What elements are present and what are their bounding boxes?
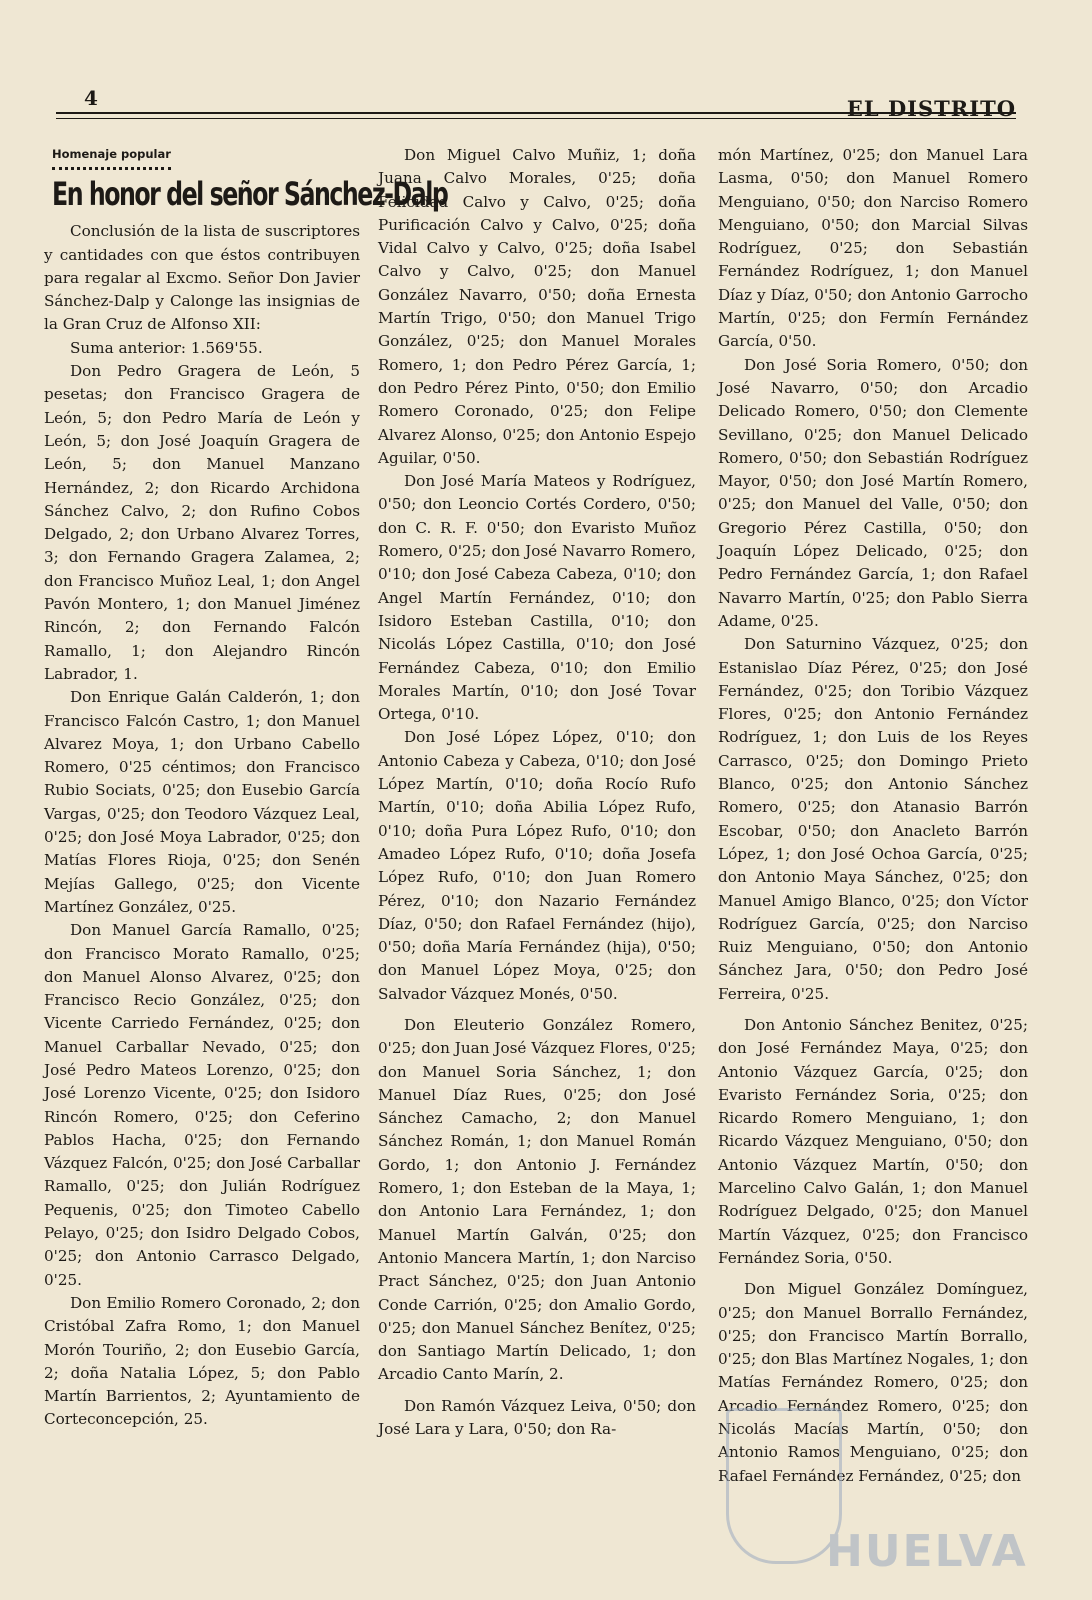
archive-watermark [716, 1368, 1028, 1588]
paragraph: Don Pedro Gragera de León, 5 pesetas; don Francisco Gragera de León, 5; don Pedro María de León y León, 5; don José Joaquín Gragera de León, 5; don Manuel Manzano Hernández, 2; don Ricardo Archidona Sánchez Calvo, 2; don Rufino Cobos Delgado, 2; don Urbano Alvarez Torres, 3; don Fernando Gragera Zalamea, 2; don Francisco Muñoz Leal, 1; don Angel Pavón Montero, 1; don Manuel Jiménez Rincón, 2; don Fernando Falcón Ramallo, 1; don Alejandro Rincón Labrador, 1. [44, 362, 360, 683]
page-number: 4 [84, 86, 98, 110]
column-1 [44, 142, 448, 1432]
article-kicker: Homenaje popular [52, 143, 171, 170]
paragraph: Don Manuel García Ramallo, 0'25; don Francisco Morato Ramallo, 0'25; don Manuel Alonso Alvarez, 0'25; don Francisco Recio González, 0'25; don Vicente Carriedo Fernández, 0'25; don Manuel Carballar Nevado, 0'25; don José Pedro Mateos Lorenzo, 0'25; don José Lorenzo Vicente, 0'25; don Isidoro Rincón Romero, 0'25; don Ceferino Pablos Hacha, 0'25; don Fernando Vázquez Falcón, 0'25; don José Carballar Ramallo, 0'25; don Julián Rodríguez Pequenis, 0'25; don Timoteo Cabello Pelayo, 0'25; don Isidro Delgado Cobos, 0'25; don Antonio Carrasco Delgado, 0'25. [44, 921, 360, 1289]
column-3 [718, 144, 1028, 1488]
paragraph: Don José López López, 0'10; don Antonio Cabeza y Cabeza, 0'10; don José López Martín, 0'10; doña Rocío Rufo Martín, 0'10; doña Abilia López Rufo, 0'10; doña Pura López Rufo, 0'10; don Amadeo López Rufo, 0'10; doña Josefa López Rufo, 0'10; don Juan Romero Pérez, 0'10; don Nazario Fernández Díaz, 0'50; don Rafael Fernández (hijo), 0'50; doña María Fernández (hija), 0'50; don Manuel López Moya, 0'25; don Salvador Vázquez Monés, 0'50. [378, 728, 696, 1003]
header-rule [56, 112, 1016, 114]
paragraph: Don José Soria Romero, 0'50; don José Navarro, 0'50; don Arcadio Delicado Romero, 0'50; don Clemente Sevillano, 0'25; don Manuel Delicado Romero, 0'50; don Sebastián Rodríguez Mayor, 0'50; don José Martín Romero, 0'25; don Manuel del Valle, 0'50; don Gregorio Pérez Castilla, 0'50; don Joaquín López Delicado, 0'25; don Pedro Fernández García, 1; don Rafael Navarro Martín, 0'25; don Pablo Sierra Adame, 0'25. [718, 355, 1028, 630]
paragraph: Don Eleuterio González Romero, 0'25; don Juan José Vázquez Flores, 0'25; don Manuel Soria Sánchez, 1; don Manuel Díaz Rues, 0'25; don José Sánchez Camacho, 2; don Manuel Sánchez Román, 1; don Manuel Román Gordo, 1; don Antonio J. Fernández Romero, 1; don Esteban de la Maya, 1; don Antonio Lara Fernández, 1; don Manuel Martín Galván, 0'25; don Antonio Mancera Martín, 1; don Narciso Pract Sánchez, 0'25; don Juan Antonio Conde Carrión, 0'25; don Amalio Gordo, 0'25; don Manuel Sánchez Benítez, 0'25; don Santiago Martín Delicado, 1; don Arcadio Canto Marín, 2. [378, 1015, 696, 1384]
paragraph: Don Ramón Vázquez Leiva, 0'50; don José Lara y Lara, 0'50; don Ra- [378, 1396, 696, 1439]
header-rule-thin [56, 118, 1016, 119]
paragraph: Don José María Mateos y Rodríguez, 0'50; don Leoncio Cortés Cordero, 0'50; don C. R. F. 0'50; don Evaristo Muñoz Romero, 0'25; don José Navarro Romero, 0'10; don José Cabeza Cabeza, 0'10; don Angel Martín Fernández, 0'10; don Isidoro Esteban Castilla, 0'10; don Nicolás López Castilla, 0'10; don José Fernández Cabeza, 0'10; don Emilio Morales Martín, 0'10; don José Tovar Ortega, 0'10. [378, 472, 696, 724]
paragraph: Don Antonio Sánchez Benitez, 0'25; don José Fernández Maya, 0'25; don Antonio Vázquez García, 0'25; don Evaristo Fernández Soria, 0'25; don Ricardo Romero Menguiano, 1; don Ricardo Vázquez Menguiano, 0'50; don Antonio Vázquez Martín, 0'50; don Marcelino Calvo Galán, 1; don Manuel Rodríguez Delgado, 0'25; don Manuel Martín Vázquez, 0'25; don Francisco Fernández Soria, 0'50. [718, 1015, 1028, 1267]
shield-icon [726, 1408, 842, 1564]
paragraph: Conclusión de la lista de suscriptores y cantidades con que éstos contribuyen para regalar al Excmo. Señor Don Javier Sánchez-Dalp y Calonge las insignias de la Gran Cruz de Alfonso XII: [44, 222, 360, 334]
newspaper-title: EL DISTRITO [846, 96, 1016, 121]
article-headline: En honor del señor Sánchez-Dalp [52, 175, 448, 214]
paragraph: món Martínez, 0'25; don Manuel Lara Lasma, 0'50; don Manuel Romero Menguiano, 0'50; don Narciso Romero Menguiano, 0'50; don Marcial Silvas Rodríguez, 0'25; don Sebastián Fernández Rodríguez, 1; don Manuel Díaz y Díaz, 0'50; don Antonio Garrocho Martín, 0'25; don Fermín Fernández García, 0'50. [718, 146, 1028, 351]
watermark-text: HUELVA [826, 1526, 1028, 1577]
paragraph: Don Saturnino Vázquez, 0'25; don Estanislao Díaz Pérez, 0'25; don José Fernández, 0'25; don Toribio Vázquez Flores, 0'25; don Antonio Fernández Rodríguez, 1; don Luis de los Reyes Carrasco, 0'25; don Domingo Prieto Blanco, 0'25; don Antonio Sánchez Romero, 0'25; don Atanasio Barrón Escobar, 0'50; don Anacleto Barrón López, 1; don José Ochoa García, 0'25; don Antonio Maya Sánchez, 0'25; don Manuel Amigo Blanco, 0'25; don Víctor Rodríguez García, 0'25; don Narciso Ruiz Menguiano, 0'50; don Antonio Sánchez Jara, 0'50; don Pedro José Ferreira, 0'25. [718, 635, 1028, 1003]
paragraph: Don Miguel González Domínguez, 0'25; don Manuel Borrallo Fernández, 0'25; don Francisco Martín Borrallo, 0'25; don Blas Martínez Nogales, 1; don Matías Fernández Romero, 0'25; don Arcadio Fernández Romero, 0'25; don Nicolás Macías Martín, 0'50; don Antonio Ramos Menguiano, 0'25; don Rafael Fernández Fernández, 0'25; don [718, 1280, 1028, 1485]
paragraph: Don Miguel Calvo Muñiz, 1; doña Juana Calvo Morales, 0'25; doña Felicidad Calvo y Calvo, 0'25; doña Purificación Calvo y Calvo, 0'25; doña Vidal Calvo y Calvo, 0'25; doña Isabel Calvo y Calvo, 0'25; don Manuel González Navarro, 0'50; doña Ernesta Martín Trigo, 0'50; don Manuel Trigo González, 0'25; don Manuel Morales Romero, 1; don Pedro Pérez García, 1; don Pedro Pérez Pinto, 0'50; don Emilio Romero Coronado, 0'25; don Felipe Alvarez Alonso, 0'25; don Antonio Espejo Aguilar, 0'50. [378, 146, 696, 467]
paragraph: Don Enrique Galán Calderón, 1; don Francisco Falcón Castro, 1; don Manuel Alvarez Moya, 1; don Urbano Cabello Romero, 0'25 céntimos; don Francisco Rubio Sociats, 0'25; don Eusebio García Vargas, 0'25; don Teodoro Vázquez Leal, 0'25; don José Moya Labrador, 0'25; don Matías Flores Rioja, 0'25; don Senén Mejías Gallego, 0'25; don Vicente Martínez González, 0'25. [44, 688, 360, 916]
column-2 [378, 144, 696, 1441]
paragraph: Suma anterior: 1.569'55. [70, 338, 263, 357]
paragraph: Don Emilio Romero Coronado, 2; don Cristóbal Zafra Romo, 1; don Manuel Morón Touriño, 2; don Eusebio García, 2; doña Natalia López, 5; don Pablo Martín Barrientos, 2; Ayuntamiento de Corteconcepción, 25. [44, 1293, 360, 1429]
